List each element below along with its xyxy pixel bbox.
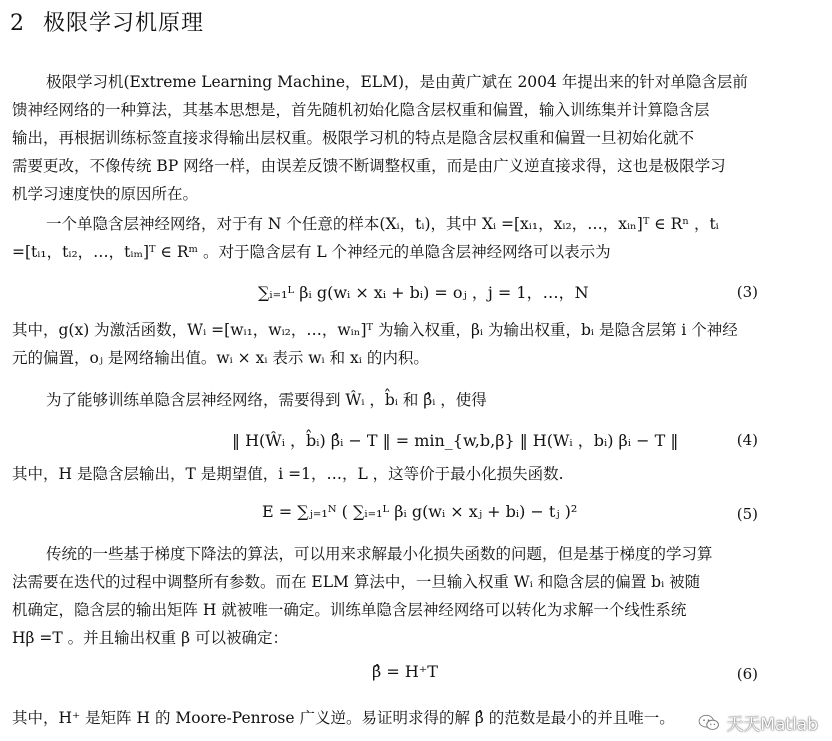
equation-number-6: (6) [736,665,758,683]
paragraph-line: 需要更改，不像传统 BP 网络一样，由误差反馈不断调整权重，而是由广义逆直接求得，这也是极限学习 [12,157,726,175]
paragraph-line: Hβ =T 。并且输出权重 β 可以被确定： [12,629,288,647]
watermark-text: 天天Matlab [726,715,818,735]
equation-4: ‖ H(Ŵᵢ ，b̂ᵢ) β̂ᵢ − T ‖ = min_{w,b,β} ‖ H(Wᵢ ，bᵢ) βᵢ − T ‖ [232,431,679,450]
paragraph-line: 元的偏置，oⱼ 是网络输出值。wᵢ × xᵢ 表示 wᵢ 和 xᵢ 的内积。 [12,349,429,367]
paragraph-line: 馈神经网络的一种算法，其基本思想是，首先随机初始化隐含层权重和偏置，输入训练集并计算隐含层 [12,101,710,119]
section-number: 2 [10,11,25,36]
section-heading [10,6,204,37]
equation-5: E = ∑ⱼ₌₁ᴺ ( ∑ᵢ₌₁ᴸ βᵢ g(wᵢ × xⱼ + bᵢ) − tⱼ )² [262,502,578,521]
paragraph-line: 为了能够训练单隐含层神经网络，需要得到 Ŵᵢ ，b̂ᵢ 和 β̂ᵢ ，使得 [46,391,487,409]
paragraph-line: 其中，H 是隐含层输出，T 是期望值，i =1，…，L ，这等价于最小化损失函数. [12,465,564,483]
paragraph-line: 法需要在迭代的过程中调整所有参数。而在 ELM 算法中，一旦输入权重 Wᵢ 和隐含层的偏置 bᵢ 被随 [12,573,701,591]
paragraph-line: 机学习速度快的原因所在。 [12,185,199,203]
equation-number-3: (3) [736,283,758,301]
watermark [698,710,818,735]
paragraph-line: 其中，g(x) 为激活函数，Wᵢ =[wᵢ₁，wᵢ₂，…，wᵢₙ]ᵀ 为输入权重，βᵢ 为输出权重，bᵢ 是隐含层第 i 个神经 [12,321,738,339]
paragraph-line: =[tᵢ₁，tᵢ₂，…，tᵢₘ]ᵀ ∈ Rᵐ 。对于隐含层有 L 个神经元的单隐含层神经网络可以表示为 [12,243,611,261]
paragraph-line: 传统的一些基于梯度下降法的算法，可以用来求解最小化损失函数的问题，但是基于梯度的学习算 [46,545,713,563]
paragraph-line: 极限学习机(Extreme Learning Machine，ELM)，是由黄广斌在 2004 年提出来的针对单隐含层前 [46,73,748,91]
equation-6: β̂ = H⁺T [372,662,438,681]
paragraph-line: 输出，再根据训练标签直接求得输出层权重。极限学习机的特点是隐含层权重和偏置一旦初始化就不 [12,129,695,147]
equation-3: ∑ᵢ₌₁ᴸ βᵢ g(wᵢ × xᵢ + bᵢ) = oⱼ ，j = 1，…，N [258,283,589,302]
paragraph-line: 其中，H⁺ 是矩阵 H 的 Moore-Penrose 广义逆。易证明求得的解 β̂ 的范数是最小的并且唯一。 [12,709,675,727]
wechat-icon [698,714,720,732]
equation-number-4: (4) [736,431,758,449]
section-title: 极限学习机原理 [43,11,205,36]
paragraph-line: 机确定，隐含层的输出矩阵 H 就被唯一确定。训练单隐含层神经网络可以转化为求解一个线性系统 [12,601,687,619]
equation-number-5: (5) [736,505,758,523]
paragraph-line: 一个单隐含层神经网络，对于有 N 个任意的样本(Xᵢ，tᵢ)，其中 Xᵢ =[xᵢ₁，xᵢ₂，…，xᵢₙ]ᵀ ∈ Rⁿ ，tᵢ [46,215,719,233]
